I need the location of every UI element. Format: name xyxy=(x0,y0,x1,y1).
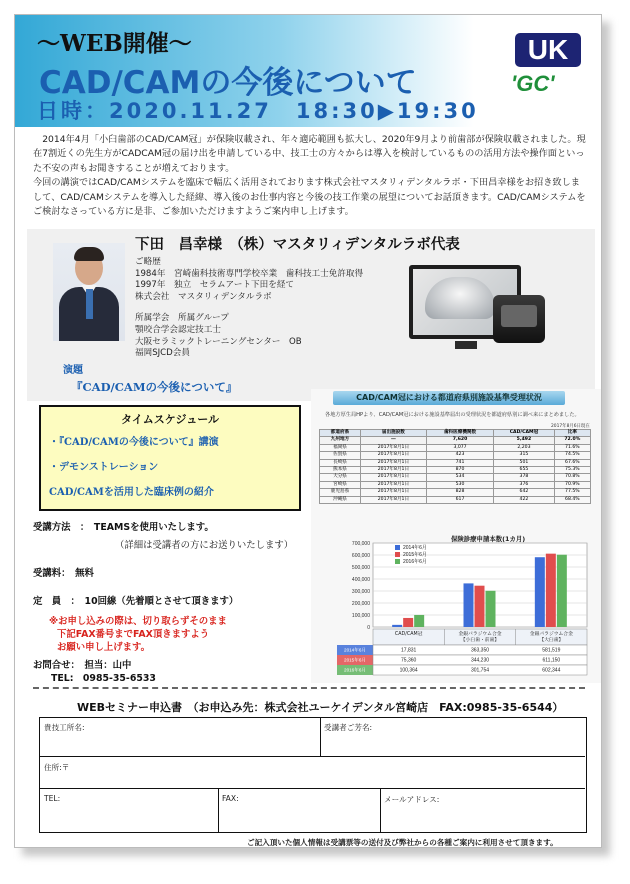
fax-field[interactable]: FAX: xyxy=(222,794,239,803)
table-row xyxy=(320,481,591,488)
table-header-row xyxy=(320,430,591,437)
bar xyxy=(414,615,424,627)
flyer-page xyxy=(14,14,602,848)
category-label: 【小臼歯・前歯】 xyxy=(460,638,500,643)
table-cell: 5,492 xyxy=(494,437,554,444)
speaker-name: 下田 昌幸様 （株）マスタリィデンタルラボ代表 xyxy=(135,237,460,253)
speaker-affiliations xyxy=(135,313,302,360)
table-cell: 2017年8月1日 xyxy=(361,489,427,496)
contact-tel: TEL: 0985-35-6533 xyxy=(51,673,156,684)
y-tick-label: 600,000 xyxy=(351,553,370,559)
data-label: 581,519 xyxy=(542,647,561,654)
table-row xyxy=(320,437,591,444)
table-cell: 長崎県 xyxy=(320,459,361,466)
data-label: 344,230 xyxy=(470,657,490,664)
table-cell: 沖縄県 xyxy=(320,496,361,503)
table-cell: 501 xyxy=(494,459,554,466)
y-tick-label: 100,000 xyxy=(351,613,370,619)
form-rule xyxy=(380,788,381,832)
intro-text xyxy=(33,133,589,219)
schedule-item: ・デモンストレーション xyxy=(49,462,159,473)
data-label: 17,831 xyxy=(401,647,417,654)
bar xyxy=(464,583,474,627)
table-cell: 422 xyxy=(494,496,554,503)
table-cell: 828 xyxy=(426,489,493,496)
table-cell: ― xyxy=(361,437,427,444)
time-schedule-box xyxy=(39,405,301,511)
career-line: 1997年 独立 セラムアート下田を経て xyxy=(135,280,295,291)
tooth-model-image xyxy=(425,277,495,319)
table-cell: 642 xyxy=(494,489,554,496)
attendee-name-field[interactable]: 受講者ご芳名: xyxy=(324,723,373,732)
table-cell: 大分県 xyxy=(320,474,361,481)
category-label: CAD/CAM冠 xyxy=(394,632,423,637)
table-cell: 2017年8月1日 xyxy=(361,481,427,488)
schedule-item: ・『CAD/CAMの今後について』講演 xyxy=(49,437,219,448)
y-tick-label: 700,000 xyxy=(351,541,370,547)
figure-subtitle: 各地方厚生局HPより、CAD/CAM冠における施設基準届出の受理状況を都道府県別に調べ来にまとめました。 xyxy=(325,412,580,418)
lecture-label: 演題 xyxy=(63,365,83,376)
form-rule xyxy=(218,788,219,832)
legend-label: 2015年6月 xyxy=(403,552,427,558)
legend-swatch xyxy=(395,552,400,557)
lab-name-field[interactable]: 貴技工所名: xyxy=(44,723,85,732)
lecture-title: 『CAD/CAMの今後について』 xyxy=(71,380,238,394)
table-header: 比率 xyxy=(554,430,590,437)
table-header: 届出施設数 xyxy=(361,430,427,437)
attendance-method-note: （詳細は受講者の方にお送りいたします） xyxy=(115,540,294,551)
affiliation-line: 所属学会 所属グループ xyxy=(135,313,229,323)
bar xyxy=(403,618,413,627)
table-cell: 福岡県 xyxy=(320,444,361,451)
career-line: 1984年 宮崎歯科技術専門学校卒業 歯科技工士免許取得 xyxy=(135,268,364,279)
career-line: 株式会社 マスタリィデンタルラボ xyxy=(135,291,272,302)
legend-label: 2016年6月 xyxy=(403,559,427,565)
table-cell: 九州地方 xyxy=(320,437,361,444)
table-cell: 68.4% xyxy=(554,496,590,503)
table-cell: 2017年8月1日 xyxy=(361,444,427,451)
table-row xyxy=(320,474,591,481)
gc-logo: 'GC' xyxy=(511,71,555,96)
affiliation-line: 大阪セラミックトレーニングセンター OB xyxy=(135,336,302,347)
data-label: 75,360 xyxy=(401,657,417,664)
category-label: 金銀パラジウム合金 xyxy=(529,632,573,637)
table-cell: 2017年8月1日 xyxy=(361,452,427,459)
form-rule xyxy=(40,788,585,789)
table-cell: 2017年8月1日 xyxy=(361,474,427,481)
notice-line: 下記FAX番号までFAX頂きますよう xyxy=(57,629,210,640)
bar xyxy=(475,586,485,627)
table-cell: 870 xyxy=(426,467,493,474)
table-cell: 2017年8月1日 xyxy=(361,467,427,474)
fee: 受講料： 無料 xyxy=(33,568,94,579)
data-label: 301,754 xyxy=(470,667,490,674)
email-field[interactable]: メールアドレス: xyxy=(384,795,440,804)
table-cell: 宮崎県 xyxy=(320,481,361,488)
header-banner xyxy=(15,15,602,127)
category-label: 金銀パラジウム合金 xyxy=(458,632,502,637)
bar xyxy=(557,555,567,627)
web-event-label: ～WEB開催～ xyxy=(37,30,192,57)
table-cell: 72.0% xyxy=(554,437,590,444)
table-row xyxy=(320,467,591,474)
table-cell: 617 xyxy=(426,496,493,503)
table-cell: 530 xyxy=(426,481,493,488)
data-label: 611,150 xyxy=(542,657,561,664)
bar xyxy=(392,625,402,627)
legend-swatch xyxy=(395,559,400,564)
table-cell: 741 xyxy=(426,459,493,466)
y-tick-label: 400,000 xyxy=(351,577,370,583)
contact-person: お問合せ： 担当：山中 xyxy=(33,660,132,671)
table-row xyxy=(320,489,591,496)
table-header: 歯科医療機関数 xyxy=(426,430,493,437)
speaker-photo xyxy=(53,243,125,341)
y-tick-label: 0 xyxy=(367,625,370,631)
photo-hair xyxy=(74,247,104,261)
form-rule xyxy=(320,718,321,756)
prefecture-table xyxy=(319,429,591,504)
table-cell: 71.6% xyxy=(554,444,590,451)
table-cell: 3,077 xyxy=(426,444,493,451)
table-row xyxy=(320,452,591,459)
table-date-note: 2017年8月6日現在 xyxy=(551,424,590,429)
data-label: 363,350 xyxy=(470,647,490,654)
legend-label: 2014年6月 xyxy=(403,545,427,551)
series-row-label: 2016年6月 xyxy=(344,667,366,673)
table-cell: 70.9% xyxy=(554,481,590,488)
table-cell: 鹿児島県 xyxy=(320,489,361,496)
y-tick-label: 200,000 xyxy=(351,601,370,607)
table-cell: 75.3% xyxy=(554,467,590,474)
table-cell: 7,620 xyxy=(426,437,493,444)
schedule-item: CAD/CAMを活用した臨床例の紹介 xyxy=(49,487,214,498)
table-cell: 77.5% xyxy=(554,489,590,496)
table-cell: 2017年8月1日 xyxy=(361,496,427,503)
form-rule xyxy=(40,756,585,757)
table-cell: 2,203 xyxy=(494,444,554,451)
career-heading: ご略歴 xyxy=(135,257,161,267)
bar xyxy=(546,554,556,627)
scanner-window xyxy=(501,305,537,327)
bar xyxy=(486,591,496,627)
attendance-method: 受講方法 ： TEAMSを使用いたします。 xyxy=(33,522,214,533)
chart-title: 保険診療申請本数(1カ月) xyxy=(451,535,526,543)
privacy-footnote: ご記入頂いた個人情報は受講票等の送付及び弊社からの各種ご案内に利用させて頂きます。 xyxy=(247,838,558,847)
table-row xyxy=(320,459,591,466)
form-title: WEBセミナー申込書 （お申込み先：株式会社ユーケイデンタル宮崎店 FAX:0985-35-6544） xyxy=(77,701,564,714)
table-row xyxy=(320,444,591,451)
series-row-label: 2015年6月 xyxy=(344,657,366,663)
data-label: 100,364 xyxy=(399,667,418,674)
schedule-title: タイムスケジュール xyxy=(120,413,220,426)
table-header: CAD/CAM冠 xyxy=(494,430,554,437)
notice-line: お願い申し上げます。 xyxy=(57,642,150,653)
table-cell: 熊本県 xyxy=(320,467,361,474)
cut-line xyxy=(33,687,585,689)
data-label: 602,344 xyxy=(542,667,561,674)
y-tick-label: 500,000 xyxy=(351,565,370,571)
series-row-label: 2014年6月 xyxy=(344,647,366,653)
application-form xyxy=(39,717,587,833)
table-cell: 2017年8月1日 xyxy=(361,459,427,466)
notice-line: ※お申し込みの際は、切り取らずそのまま xyxy=(49,616,227,627)
uk-logo: UK xyxy=(515,33,581,67)
table-cell: 74.5% xyxy=(554,452,590,459)
intro-paragraph-1: 2014年4月「小臼歯部のCAD/CAM冠」が保険収載され、年々適応範囲も拡大し、2020年9月より前歯部が保険収載されました。現在7割近くの先生方がCADCAM冠の届け出を申請している中、技工士の方々からは導入を検討しているものの活用方法や操作面といった不安の声もお聞きすることが増えております。 xyxy=(33,134,586,174)
table-cell: 315 xyxy=(494,452,554,459)
event-datetime: 日時：2020.11.27 18:30▶19:30 xyxy=(37,99,479,123)
y-tick-label: 300,000 xyxy=(351,589,370,595)
affiliation-line: 顎咬合学会認定技工士 xyxy=(135,324,221,335)
page-title: CAD/CAMの今後について xyxy=(39,65,417,101)
bar-chart xyxy=(325,531,597,681)
table-header: 都道府県 xyxy=(320,430,361,437)
intro-paragraph-2: 今回の講演ではCAD/CAMシステムを臨床で幅広く活用されております株式会社マスタリィデンタルラボ・下田昌幸様をお招き致しまして、CAD/CAMシステムを導入した経緯、導入後のお仕事内容と今後の技工作業の展望についてお話頂きます。CAD/CAMシステムをご検討なさっている方に是非、ご参加いただけますようご案内申し上げます。 xyxy=(33,177,586,218)
table-row xyxy=(320,496,591,503)
address-field[interactable]: 住所:〒 xyxy=(44,763,70,772)
tel-field[interactable]: TEL: xyxy=(44,794,61,803)
photo-tie xyxy=(86,289,93,319)
table-cell: 423 xyxy=(426,452,493,459)
affiliation-line: 福岡SJCD会員 xyxy=(135,348,190,359)
capacity: 定 員 ： 10回線（先着順とさせて頂きます） xyxy=(33,596,239,607)
table-cell: 378 xyxy=(494,474,554,481)
table-cell: 376 xyxy=(494,481,554,488)
bar xyxy=(535,557,545,627)
table-cell: 70.8% xyxy=(554,474,590,481)
figure-heading: CAD/CAM冠における都道府県別施設基準受理状況 xyxy=(333,391,565,405)
legend-swatch xyxy=(395,545,400,550)
category-label: 【大臼歯】 xyxy=(539,638,564,643)
table-cell: 佐賀県 xyxy=(320,452,361,459)
speaker-career xyxy=(135,257,363,303)
monitor-stand xyxy=(455,341,477,349)
table-cell: 655 xyxy=(494,467,554,474)
table-cell: 534 xyxy=(426,474,493,481)
table-cell: 67.6% xyxy=(554,459,590,466)
